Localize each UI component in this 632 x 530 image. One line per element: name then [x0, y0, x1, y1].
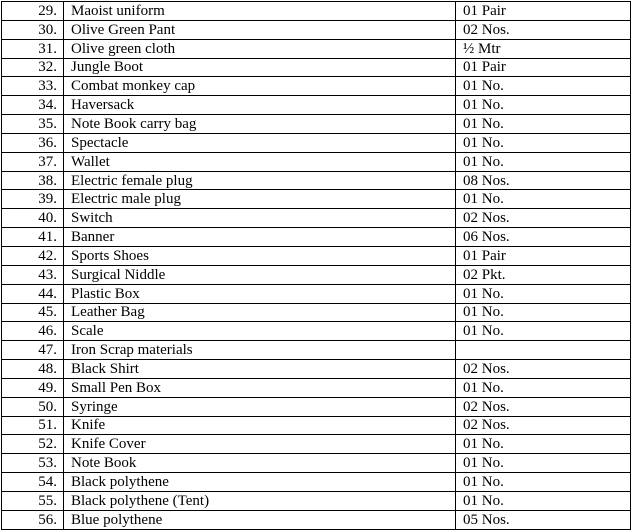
item-name-cell: Black Shirt	[64, 360, 456, 379]
table-row	[2, 491, 631, 510]
quantity-cell: 01 Pair	[456, 58, 631, 77]
quantity-cell: 01 No.	[456, 435, 631, 454]
serial-number-cell: 29.	[2, 2, 64, 21]
item-name-cell: Black polythene (Tent)	[64, 491, 456, 510]
item-name-cell: Maoist uniform	[64, 2, 456, 21]
table-row	[2, 190, 631, 209]
item-name-cell: Black polythene	[64, 473, 456, 492]
serial-number-cell: 49.	[2, 378, 64, 397]
item-name-cell: Haversack	[64, 96, 456, 115]
table-row	[2, 246, 631, 265]
quantity-cell: 01 No.	[456, 115, 631, 134]
serial-number-cell: 36.	[2, 133, 64, 152]
item-name-cell: Knife Cover	[64, 435, 456, 454]
item-name-cell: Surgical Niddle	[64, 265, 456, 284]
quantity-cell: 02 Nos.	[456, 209, 631, 228]
serial-number-cell: 46.	[2, 322, 64, 341]
serial-number-cell: 53.	[2, 454, 64, 473]
serial-number-cell: 44.	[2, 284, 64, 303]
item-name-cell: Syringe	[64, 397, 456, 416]
serial-number-cell: 51.	[2, 416, 64, 435]
item-name-cell: Electric female plug	[64, 171, 456, 190]
item-name-cell: Knife	[64, 416, 456, 435]
item-name-cell: Electric male plug	[64, 190, 456, 209]
item-name-cell: Olive green cloth	[64, 39, 456, 58]
table-row	[2, 454, 631, 473]
quantity-cell: 01 Pair	[456, 246, 631, 265]
item-name-cell: Switch	[64, 209, 456, 228]
quantity-cell: 01 No.	[456, 322, 631, 341]
quantity-cell: 01 No.	[456, 77, 631, 96]
quantity-cell: ½ Mtr	[456, 39, 631, 58]
table-row	[2, 397, 631, 416]
table-row	[2, 209, 631, 228]
quantity-cell	[456, 341, 631, 360]
table-row	[2, 284, 631, 303]
serial-number-cell: 55.	[2, 491, 64, 510]
quantity-cell: 01 No.	[456, 303, 631, 322]
table-row	[2, 473, 631, 492]
table-row	[2, 303, 631, 322]
serial-number-cell: 38.	[2, 171, 64, 190]
table-row	[2, 416, 631, 435]
table-row	[2, 171, 631, 190]
quantity-cell: 01 No.	[456, 133, 631, 152]
item-name-cell: Spectacle	[64, 133, 456, 152]
serial-number-cell: 39.	[2, 190, 64, 209]
quantity-cell: 01 No.	[456, 152, 631, 171]
serial-number-cell: 32.	[2, 58, 64, 77]
serial-number-cell: 33.	[2, 77, 64, 96]
table-row	[2, 378, 631, 397]
quantity-cell: 01 No.	[456, 284, 631, 303]
serial-number-cell: 54.	[2, 473, 64, 492]
table-row	[2, 152, 631, 171]
table-row	[2, 265, 631, 284]
item-name-cell: Leather Bag	[64, 303, 456, 322]
serial-number-cell: 43.	[2, 265, 64, 284]
table-row	[2, 2, 631, 21]
serial-number-cell: 31.	[2, 39, 64, 58]
quantity-cell: 01 No.	[456, 96, 631, 115]
quantity-cell: 02 Nos.	[456, 397, 631, 416]
table-row	[2, 96, 631, 115]
table-row	[2, 58, 631, 77]
serial-number-cell: 48.	[2, 360, 64, 379]
item-name-cell: Olive Green Pant	[64, 20, 456, 39]
table-row	[2, 115, 631, 134]
table-row	[2, 20, 631, 39]
table-row	[2, 39, 631, 58]
item-name-cell: Note Book	[64, 454, 456, 473]
serial-number-cell: 47.	[2, 341, 64, 360]
quantity-cell: 01 No.	[456, 491, 631, 510]
item-name-cell: Banner	[64, 228, 456, 247]
quantity-cell: 06 Nos.	[456, 228, 631, 247]
item-name-cell: Wallet	[64, 152, 456, 171]
serial-number-cell: 37.	[2, 152, 64, 171]
quantity-cell: 08 Nos.	[456, 171, 631, 190]
quantity-cell: 01 No.	[456, 473, 631, 492]
quantity-cell: 01 No.	[456, 454, 631, 473]
quantity-cell: 01 No.	[456, 190, 631, 209]
table-row	[2, 133, 631, 152]
serial-number-cell: 50.	[2, 397, 64, 416]
item-name-cell: Scale	[64, 322, 456, 341]
serial-number-cell: 30.	[2, 20, 64, 39]
table-row	[2, 360, 631, 379]
serial-number-cell: 35.	[2, 115, 64, 134]
quantity-cell: 02 Pkt.	[456, 265, 631, 284]
item-name-cell: Sports Shoes	[64, 246, 456, 265]
serial-number-cell: 40.	[2, 209, 64, 228]
item-name-cell: Combat monkey cap	[64, 77, 456, 96]
item-name-cell: Small Pen Box	[64, 378, 456, 397]
quantity-cell: 02 Nos.	[456, 360, 631, 379]
serial-number-cell: 41.	[2, 228, 64, 247]
table-row	[2, 228, 631, 247]
quantity-cell: 02 Nos.	[456, 20, 631, 39]
serial-number-cell: 42.	[2, 246, 64, 265]
quantity-cell: 01 No.	[456, 378, 631, 397]
table-row	[2, 77, 631, 96]
table-row	[2, 510, 631, 529]
seized-items-table	[1, 1, 631, 530]
quantity-cell: 05 Nos.	[456, 510, 631, 529]
item-name-cell: Note Book carry bag	[64, 115, 456, 134]
table-row	[2, 435, 631, 454]
serial-number-cell: 52.	[2, 435, 64, 454]
table-row	[2, 341, 631, 360]
item-name-cell: Jungle Boot	[64, 58, 456, 77]
item-name-cell: Blue polythene	[64, 510, 456, 529]
item-name-cell: Iron Scrap materials	[64, 341, 456, 360]
serial-number-cell: 45.	[2, 303, 64, 322]
quantity-cell: 01 Pair	[456, 2, 631, 21]
table-body	[2, 2, 631, 530]
serial-number-cell: 34.	[2, 96, 64, 115]
quantity-cell: 02 Nos.	[456, 416, 631, 435]
serial-number-cell: 56.	[2, 510, 64, 529]
table-row	[2, 322, 631, 341]
item-name-cell: Plastic Box	[64, 284, 456, 303]
